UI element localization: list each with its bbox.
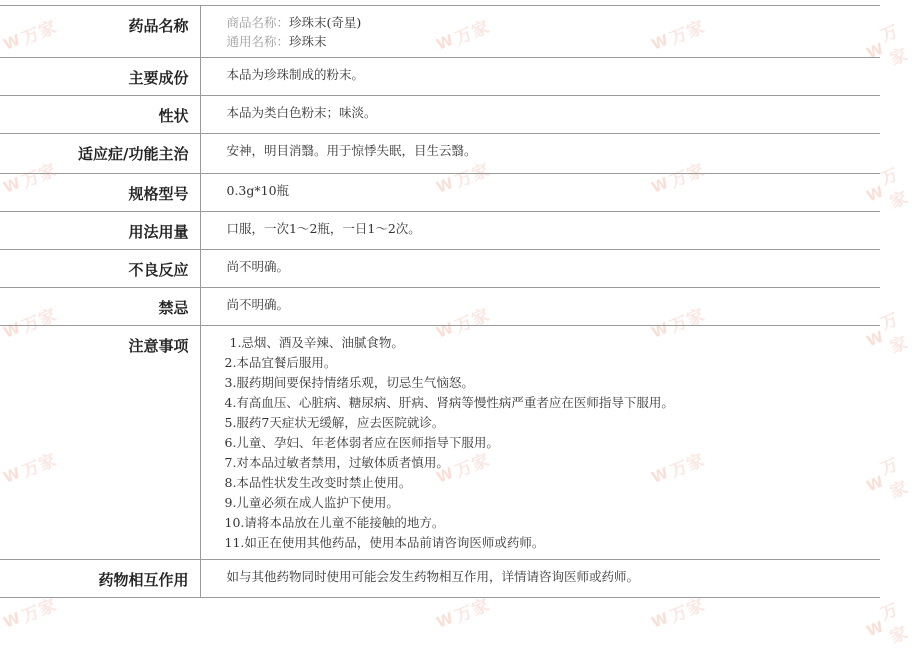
watermark-text: 万家 xyxy=(877,599,912,648)
value-drug-name xyxy=(200,6,880,58)
watermark-logo-icon: W xyxy=(863,39,888,63)
value-adverse: 尚不明确。 xyxy=(200,250,880,288)
row-dosage xyxy=(0,212,880,250)
value-precautions xyxy=(200,326,880,560)
watermark-text: 万家 xyxy=(452,305,494,338)
watermark-logo-icon: W xyxy=(0,29,24,54)
label-adverse: 不良反应 xyxy=(0,250,200,288)
watermark-text: 万家 xyxy=(877,21,912,70)
trade-name: 珍珠末(奇星) xyxy=(289,15,362,30)
watermark-logo-icon: W xyxy=(648,607,672,632)
value-dosage: 口服，一次1～2瓶，一日1～2次。 xyxy=(200,212,880,250)
watermark-logo-icon: W xyxy=(0,172,24,197)
watermark-logo-icon: W xyxy=(863,472,888,496)
watermark-text: 万家 xyxy=(19,450,61,483)
watermark-text: 万家 xyxy=(452,450,494,483)
watermark-logo-icon: W xyxy=(0,317,24,342)
precaution-item: 11.如正在使用其他药品，使用本品前请咨询医师或药师。 xyxy=(224,535,545,550)
precaution-item: 7.对本品过敏者禁用，过敏体质者慎用。 xyxy=(224,455,449,470)
label-indications: 适应症/功能主治 xyxy=(0,134,200,174)
precaution-item: 6.儿童、孕妇、年老体弱者应在医师指导下服用。 xyxy=(224,435,499,450)
precaution-item: 2.本品宜餐后服用。 xyxy=(224,355,337,370)
watermark-logo-icon: W xyxy=(433,172,457,197)
watermark-text: 万家 xyxy=(877,309,912,358)
value-ingredients: 本品为珍珠制成的粉末。 xyxy=(200,58,880,96)
watermark-logo-icon: W xyxy=(863,182,888,206)
precaution-item: 5.服药7天症状无缓解，应去医院就诊。 xyxy=(224,415,445,430)
watermark-text: 万家 xyxy=(877,164,912,213)
precaution-item: 10.请将本品放在儿童不能接触的地方。 xyxy=(224,515,445,530)
watermark-text: 万家 xyxy=(877,454,912,503)
watermark-logo-icon: W xyxy=(433,462,457,487)
row-ingredients xyxy=(0,58,880,96)
watermark-text: 万家 xyxy=(19,17,61,50)
value-spec: 0.3g*10瓶 xyxy=(200,174,880,212)
row-appearance xyxy=(0,96,880,134)
watermark-logo-icon: W xyxy=(0,607,24,632)
watermark-text: 万家 xyxy=(19,595,61,628)
label-spec: 规格型号 xyxy=(0,174,200,212)
trade-name-line xyxy=(227,13,871,32)
watermark-text: 万家 xyxy=(667,17,709,50)
label-drug-name: 药品名称 xyxy=(0,6,200,58)
drug-info-table xyxy=(0,5,880,598)
watermark-text: 万家 xyxy=(667,160,709,193)
precaution-item: 3.服药期间要保持情绪乐观，切忌生气恼怒。 xyxy=(224,375,474,390)
watermark-text: 万家 xyxy=(667,595,709,628)
row-contra xyxy=(0,288,880,326)
watermark-text: 万家 xyxy=(19,305,61,338)
watermark-text: 万家 xyxy=(667,450,709,483)
row-precautions xyxy=(0,326,880,560)
watermark-text: 万家 xyxy=(452,160,494,193)
label-ingredients: 主要成份 xyxy=(0,58,200,96)
watermark-logo-icon: W xyxy=(863,617,888,641)
row-interactions xyxy=(0,560,880,598)
label-interactions: 药物相互作用 xyxy=(0,560,200,598)
watermark-text: 万家 xyxy=(452,17,494,50)
value-interactions: 如与其他药物同时使用可能会发生药物相互作用，详情请咨询医师或药师。 xyxy=(200,560,880,598)
label-precautions: 注意事项 xyxy=(0,326,200,560)
generic-name-line xyxy=(226,29,871,54)
value-appearance: 本品为类白色粉末；味淡。 xyxy=(200,96,880,134)
watermark-logo-icon: W xyxy=(433,607,457,632)
watermark-text: 万家 xyxy=(19,160,61,193)
row-spec xyxy=(0,174,880,212)
row-adverse xyxy=(0,250,880,288)
generic-name: 珍珠末 xyxy=(289,34,327,49)
watermark-logo-icon: W xyxy=(433,317,457,342)
row-drug-name xyxy=(0,6,880,58)
label-dosage: 用法用量 xyxy=(0,212,200,250)
row-indications xyxy=(0,134,880,174)
watermark-text: 万家 xyxy=(667,305,709,338)
value-indications: 安神，明目消翳。用于惊悸失眠，目生云翳。 xyxy=(200,134,880,174)
precaution-item: 9.儿童必须在成人监护下使用。 xyxy=(224,495,399,510)
watermark-logo-icon: W xyxy=(0,462,24,487)
precaution-item: 8.本品性状发生改变时禁止使用。 xyxy=(224,475,412,490)
watermark-text: 万家 xyxy=(452,595,494,628)
trade-name-prefix: 商品名称： xyxy=(226,15,290,30)
label-contra: 禁忌 xyxy=(0,288,200,326)
value-contra: 尚不明确。 xyxy=(200,288,880,326)
watermark-logo-icon: W xyxy=(648,29,672,54)
precaution-item: 1.忌烟、酒及辛辣、油腻食物。 xyxy=(229,335,404,350)
watermark-logo-icon: W xyxy=(863,327,888,351)
precaution-item: 4.有高血压、心脏病、糖尿病、肝病、肾病等慢性病严重者应在医师指导下服用。 xyxy=(224,395,674,410)
watermark-logo-icon: W xyxy=(433,29,457,54)
watermark-logo-icon: W xyxy=(648,172,672,197)
generic-name-prefix: 通用名称： xyxy=(226,34,290,49)
watermark-logo-icon: W xyxy=(648,462,672,487)
watermark xyxy=(858,595,912,655)
label-appearance: 性状 xyxy=(0,96,200,134)
watermark-logo-icon: W xyxy=(648,317,672,342)
